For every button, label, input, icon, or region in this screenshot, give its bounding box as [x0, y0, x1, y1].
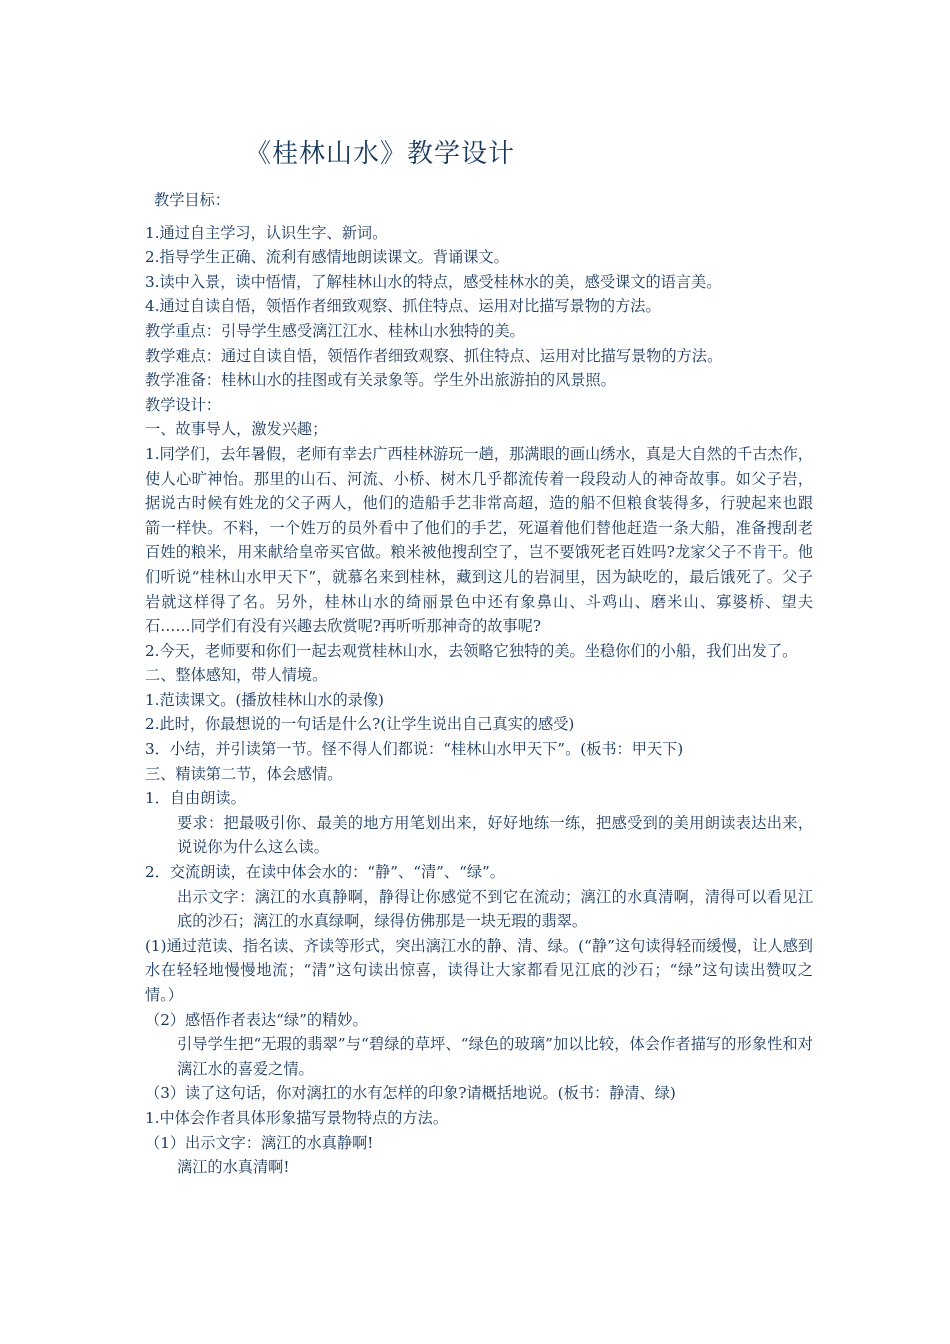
- paragraph: 引导学生把“无瑕的翡翠”与“碧绿的草坪、“绿色的玻璃”加以比较，体会作者描写的形象性和对漓江水的喜爱之情。: [177, 1035, 813, 1078]
- paragraph: （2）感悟作者表达“绿”的精妙。: [145, 1010, 368, 1029]
- key-point: 教学重点：引导学生感受漓江江水、桂林山水独特的美。: [145, 321, 525, 340]
- paragraph: 3．小结，并引读第一节。怪不得人们都说：“桂林山水甲天下”。(板书：甲天下): [145, 740, 684, 759]
- section-heading-3: 三、精读第二节，体会感情。: [145, 764, 343, 783]
- paragraph: 1.同学们，去年暑假，老师有幸去广西桂林游玩一趟，那满眼的画山绣水，真是大自然的千古杰作，使人心旷神怡。那里的山石、河流、小桥、树木几乎都流传着一段段动人的神奇故事。如父子岩，据说古时候有姓龙的父子两人，他们的造船手艺非常高超，造的船不但粮食装得多，行驶起来也跟箭一样快。不料，一个姓万的员外看中了他们的手艺，死逼着他们替他赶造一条大船，准备搜刮老百姓的粮米，用来献给皇帝买官做。粮米被他搜刮空了，岂不要饿死老百姓吗?龙家父子不肯干。他们听说“桂林山水甲天下”，就慕名来到桂林，藏到这儿的岩洞里，因为缺吃的，最后饿死了。父子岩就这样得了名。另外，桂林山水的绮丽景色中还有象鼻山、斗鸡山、磨米山、寡婆桥、望夫石……同学们有没有兴趣去欣赏呢?再听听那神奇的故事呢?: [145, 444, 813, 636]
- objective-item: 1.通过自主学习，认识生字、新词。: [145, 223, 388, 242]
- paragraph: 2．交流朗读，在读中体会水的：“静”、“清”、“绿”。: [145, 863, 505, 882]
- paragraph: 2.此时，你最想说的一句话是什么?(让学生说出自己真实的感受): [145, 715, 575, 734]
- section-heading-2: 二、整体感知，带人情境。: [145, 666, 328, 685]
- document-title: 《桂林山水》教学设计: [245, 139, 516, 169]
- section-heading-objectives: 教学目标：: [154, 191, 230, 209]
- section-heading-1: 一、故事导人，激发兴趣；: [145, 420, 328, 439]
- section-heading-design: 教学设计：: [145, 395, 221, 414]
- paragraph: 漓江的水真清啊!: [177, 1158, 290, 1177]
- paragraph: 要求：把最吸引你、最美的地方用笔划出来，好好地练一练，把感受到的美用朗读表达出来，说说你为什么这么读。: [177, 813, 813, 857]
- paragraph: 1.范读课文。(播放桂林山水的录像): [145, 690, 384, 709]
- document-body: [145, 188, 813, 1180]
- difficult-point: 教学难点：通过自读自悟，领悟作者细致观察、抓住特点、运用对比描写景物的方法。: [145, 346, 723, 365]
- objective-item: 3.读中入景，读中悟情，了解桂林山水的特点，感受桂林水的美，感受课文的语言美。: [145, 272, 722, 291]
- objective-item: 2.指导学生正确、流利有感情地朗读课文。背诵课文。: [145, 248, 509, 267]
- paragraph: (1)通过范读、指名读、齐读等形式，突出漓江水的静、清、绿。(“静”这句读得轻而缓慢，让人感到水在轻轻地慢慢地流；“清”这句读出惊喜，读得让大家都看见江底的沙石；“绿”这句读出赞叹之情。）: [145, 936, 813, 1004]
- paragraph: （1）出示文字：漓江的水真静啊!: [145, 1133, 374, 1152]
- objective-item: 4.通过自读自悟，领悟作者细致观察、抓住特点、运用对比描写景物的方法。: [145, 297, 661, 316]
- paragraph: 出示文字：漓江的水真静啊，静得让你感觉不到它在流动；漓江的水真清啊，清得可以看见江底的沙石；漓江的水真绿啊，绿得仿佛那是一块无瑕的翡翠。: [177, 887, 813, 931]
- paragraph: 1.中体会作者具体形象描写景物特点的方法。: [145, 1108, 449, 1127]
- paragraph: （3）读了这句话，你对漓扛的水有怎样的印象?请概括地说。(板书：静清、绿): [145, 1084, 676, 1103]
- paragraph: 1．自由朗读。: [145, 789, 246, 808]
- preparation: 教学准备：桂林山水的挂图或有关录象等。学生外出旅游拍的风景照。: [145, 371, 616, 390]
- paragraph: 2.今天，老师要和你们一起去观赏桂林山水，去领略它独特的美。坐稳你们的小船，我们出发了。: [145, 641, 798, 660]
